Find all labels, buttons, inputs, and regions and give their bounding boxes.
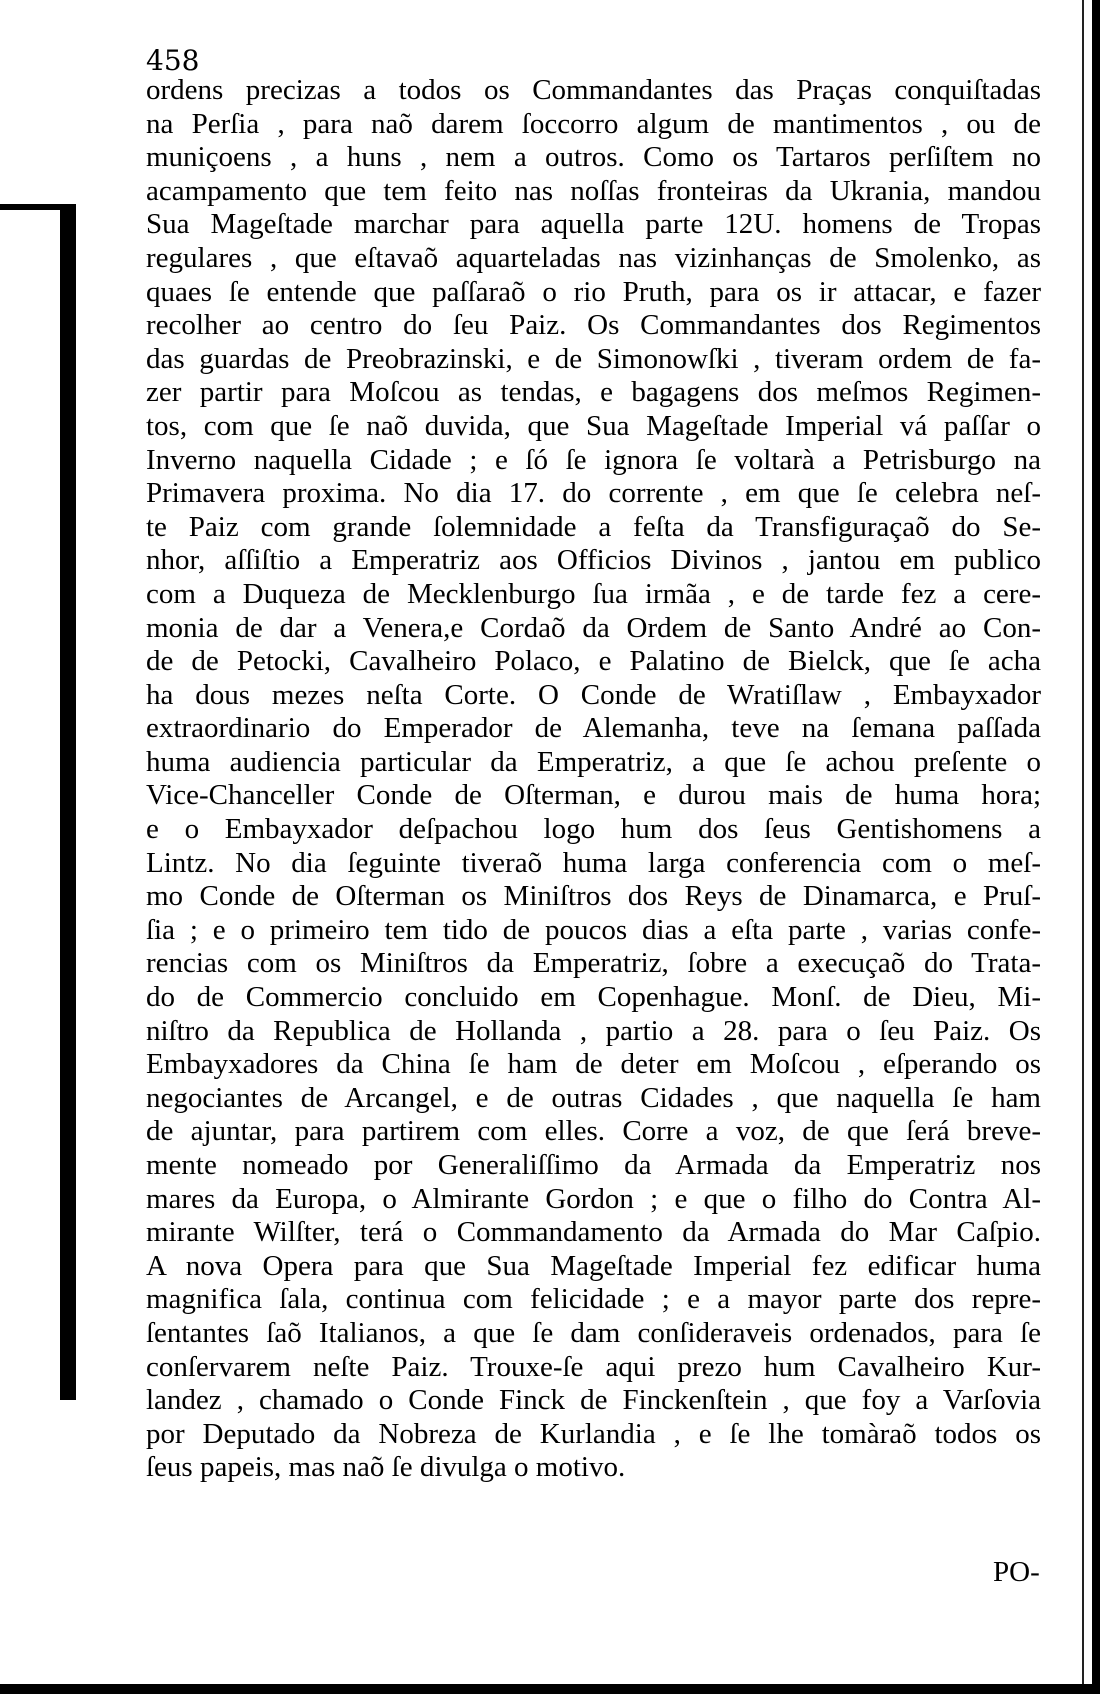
text-line: tos, com que ſe naõ duvida, que Sua Mageſtade Imperial vá paſſar o (146, 409, 1041, 442)
text-line: de de Petocki, Cavalheiro Polaco, e Palatino de Bielck, que ſe acha (146, 645, 1041, 678)
catchword: PO- (993, 1556, 1040, 1588)
text-line: mares da Europa, o Almirante Gordon ; e que o filho do Contra Al- (146, 1182, 1041, 1215)
text-line: niſtro da Republica de Hollanda , partio a 28. para o ſeu Paiz. Os (146, 1014, 1041, 1047)
text-line: na Perſia , para naõ darem ſoccorro algum de mantimentos , ou de (146, 107, 1041, 140)
text-line: Embayxadores da China ſe ham de deter em Moſcou , eſperando os (146, 1048, 1041, 1081)
left-margin-rule (60, 210, 76, 1400)
text-line: ſentantes ſaõ Italianos, a que ſe dam conſideraveis ordenados, para ſe (146, 1316, 1041, 1349)
body-text (146, 74, 1041, 1485)
text-line: te Paiz com grande ſolemnidade a feſta da Transfiguraçaõ do Se- (146, 510, 1041, 543)
text-line: acampamento que tem feito nas noſſas fronteiras da Ukrania, mandou (146, 174, 1041, 207)
text-line: huma audiencia particular da Emperatriz, a que ſe achou preſente o (146, 745, 1041, 778)
text-line: Primavera proxima. No dia 17. do corrente , em que ſe celebra neſ- (146, 477, 1041, 510)
text-line: regulares , que eſtavaõ aquarteladas nas vizinhanças de Smolenko, as (146, 241, 1041, 274)
text-line: A nova Opera para que Sua Mageſtade Imperial fez edificar huma (146, 1249, 1041, 1282)
text-line: por Deputado da Nobreza de Kurlandia , e ſe lhe tomàraõ todos os (146, 1417, 1041, 1450)
text-line: ſeus papeis, mas naõ ſe divulga o motivo. (146, 1451, 626, 1484)
text-line: magnifica ſala, continua com felicidade ; e a mayor parte dos repre- (146, 1283, 1041, 1316)
text-line: extraordinario do Emperador de Alemanha, teve na ſemana paſſada (146, 712, 1041, 745)
text-line: mo Conde de Oſterman os Miniſtros dos Reys de Dinamarca, e Pruſ- (146, 880, 1041, 913)
page-edge-line (1082, 0, 1084, 1694)
text-line: das guardas de Preobrazinski, e de Simonowſki , tiveram ordem de fa- (146, 342, 1041, 375)
text-line: mirante Wilſter, terá o Commandamento da Armada do Mar Caſpio. (146, 1216, 1041, 1249)
text-line: quaes ſe entende que paſſaraõ o rio Pruth, para os ir attacar, e fazer (146, 275, 1041, 308)
text-line: negociantes de Arcangel, e de outras Cidades , que naquella ſe ham (146, 1081, 1041, 1114)
text-line: Inverno naquella Cidade ; e ſó ſe ignora ſe voltarà a Petrisburgo na (146, 443, 1041, 476)
text-line: Vice-Chanceller Conde de Oſterman, e durou mais de huma hora; (146, 779, 1041, 812)
text-line: landez , chamado o Conde Finck de Finckenſtein , que foy a Varſovia (146, 1384, 1041, 1417)
page-edge-right (1092, 0, 1100, 1694)
text-line: rencias com os Miniſtros da Emperatriz, ſobre a execuçaõ do Trata- (146, 947, 1041, 980)
text-line: de ajuntar, para partirem com elles. Corre a voz, de que ſerá breve- (146, 1115, 1041, 1148)
text-line: ordens precizas a todos os Commandantes das Praças conquiſtadas (146, 74, 1041, 106)
page-number: 458 (146, 44, 200, 77)
text-line: ſia ; e o primeiro tem tido de poucos dias a eſta parte , varias confe- (146, 913, 1041, 946)
text-line: do de Commercio concluido em Copenhague. Monſ. de Dieu, Mi- (146, 981, 1041, 1014)
text-line: Lintz. No dia ſeguinte tiveraõ huma larga conferencia com o meſ- (146, 846, 1041, 879)
text-line: ha dous mezes neſta Corte. O Conde de Wratiſlaw , Embayxador (146, 678, 1041, 711)
text-line: monia de dar a Venera,e Cordaõ da Ordem de Santo André ao Con- (146, 611, 1041, 644)
text-line: conſervarem neſte Paiz. Trouxe-ſe aqui prezo hum Cavalheiro Kur- (146, 1350, 1041, 1383)
page-edge-bottom (0, 1684, 1100, 1694)
text-line: recolher ao centro do ſeu Paiz. Os Commandantes dos Regimentos (146, 309, 1041, 342)
text-line: e o Embayxador deſpachou logo hum dos ſeus Gentishomens a (146, 813, 1041, 846)
text-line: muniçoens , a huns , nem a outros. Como os Tartaros perſiſtem no (146, 141, 1041, 174)
text-line: zer partir para Moſcou as tendas, e bagagens dos meſmos Regimen- (146, 376, 1041, 409)
text-line: Sua Mageſtade marchar para aquella parte 12U. homens de Tropas (146, 208, 1041, 241)
text-line: nhor, aſſiſtio a Emperatriz aos Officios Divinos , jantou em publico (146, 544, 1041, 577)
text-line: com a Duqueza de Mecklenburgo ſua irmãa , e de tarde fez a cere- (146, 577, 1041, 610)
text-line: mente nomeado por Generaliſſimo da Armada da Emperatriz nos (146, 1149, 1041, 1181)
